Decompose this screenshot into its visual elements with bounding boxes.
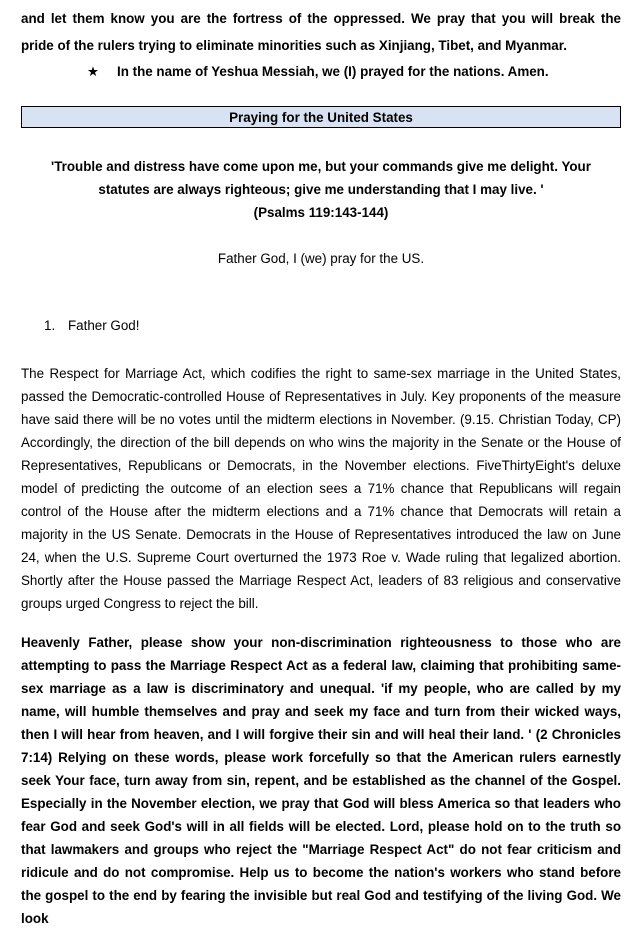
star-bullet-icon: ★ — [87, 64, 100, 79]
closing-prayer-text: In the name of Yeshua Messiah, we (I) prayed for the nations. Amen. — [117, 64, 549, 79]
top-paragraph-line-1: and let them know you are the fortress of the oppressed. We pray that you will break the — [21, 11, 621, 26]
scripture-line-1: 'Trouble and distress have come upon me, but your commands give me delight. Your — [51, 159, 591, 174]
section-header — [21, 106, 621, 128]
top-paragraph-line-2: pride of the rulers trying to eliminate minorities such as Xinjiang, Tibet, and Myanmar. — [21, 38, 567, 53]
list-item-number: 1. — [44, 318, 56, 333]
scripture-reference: (Psalms 119:143-144) — [253, 205, 389, 220]
intro-line: Father God, I (we) pray for the US. — [217, 251, 425, 266]
scripture-line-2: statutes are always righteous; give me understanding that I may live. ' — [98, 182, 544, 197]
closing-prayer — [87, 62, 607, 82]
list-item — [44, 316, 139, 336]
section-title: Praying for the United States — [229, 110, 413, 125]
list-item-text: Father God! — [68, 318, 140, 333]
news-paragraph: The Respect for Marriage Act, which codifies the right to same-sex marriage in the United States, passed the Democratic-controlled House of Representatives in July. Key proponents of the measure have said there will be no votes until the midterm elections in November. (9.15. Christian Today, CP) Accordingly, the direction of the bill depends on who wins the majority in the Senate or the House of Representatives, Republicans or Democrats, in the November elections. FiveThirtyEight's deluxe model of predicting the outcome of an election sees a 71% chance that Republicans will regain control of the House after the midterm elections and a 71% chance that Democrats will retain a majority in the US Senate. Democrats in the House of Representatives introduced the law on June 24, when the U.S. Supreme Court overturned the 1973 Roe v. Wade ruling that legalized abortion. Shortly after the House passed the Marriage Respect Act, leaders of 83 religious and conservative groups urged Congress to reject the bill. — [21, 366, 621, 611]
prayer-paragraph: Heavenly Father, please show your non-discrimination righteousness to those who are attempting to pass the Marriage Respect Act as a federal law, claiming that prohibiting same-sex marriage as a law is discriminatory and unequal. 'if my people, who are called by my name, will humble themselves and pray and seek my face and turn from their wicked ways, then I will hear from heaven, and I will forgive their sin and will heal their land. ' (2 Chronicles 7:14) Relying on these words, please work forcefully so that the American rulers earnestly seek Your face, turn away from sin, repent, and be established as the channel of the Gospel. Especially in the November election, we pray that God will bless America so that leaders who fear God and seek God's will in all fields will be elected. Lord, please hold on to the truth so that lawmakers and groups who reject the "Marriage Respect Act" do not fear criticism and ridicule and do not compromise. Help us to become the nation's workers who stand before the gospel to the end by fearing the invisible but real God and testifying of the living God. We look — [21, 635, 621, 926]
